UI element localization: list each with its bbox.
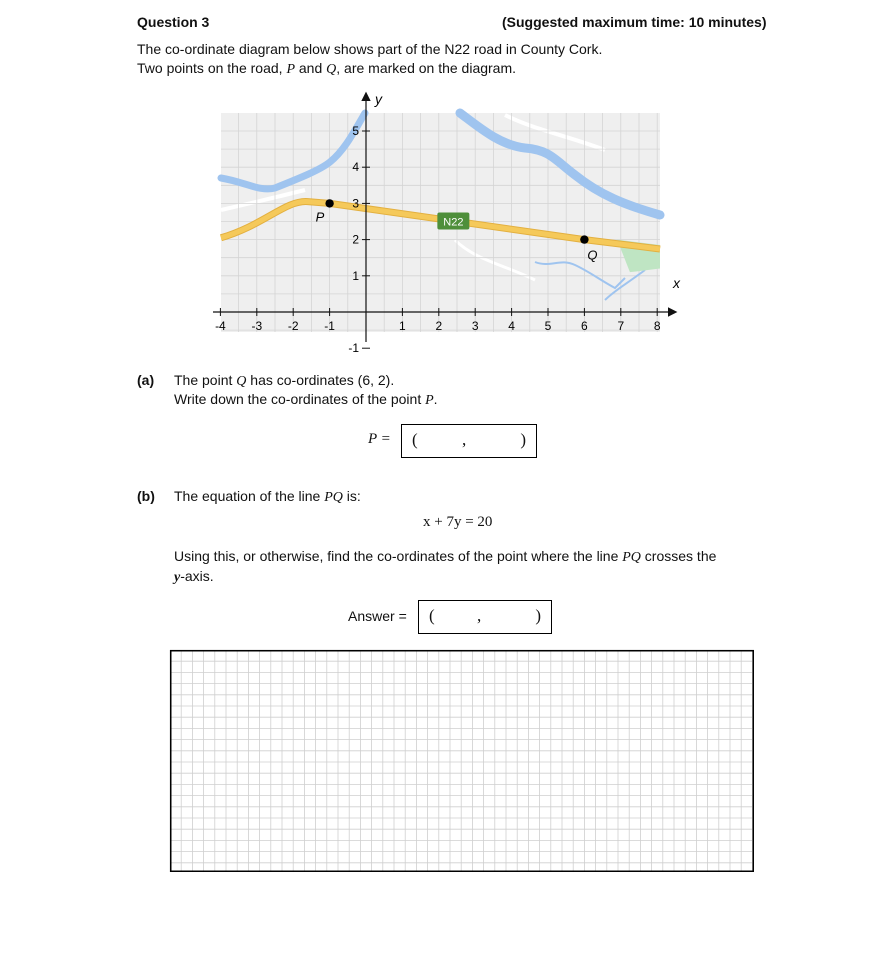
y-tick-label: 2 [352,232,359,247]
comma: , [462,430,467,449]
part-b-line-3 [174,568,214,586]
part-b-text: -axis. [180,568,214,584]
open-bracket: ( [412,430,418,449]
part-a-text: The point [174,372,237,388]
x-tick-label: 4 [508,319,515,333]
y-tick-label: -1 [348,341,359,356]
part-a-answer-box[interactable] [401,424,537,458]
part-b-answer-label: Answer = [348,608,407,624]
open-bracket: ( [429,606,435,625]
x-tick-label: 3 [471,319,479,333]
part-b-line-2 [174,548,716,566]
part-b-line-pq: PQ [622,550,641,565]
part-a-text: . [433,391,438,407]
x-tick-label: -4 [215,319,226,333]
comma: , [477,606,482,625]
part-b-text: Using this, or otherwise, find the co-ordinates of the point where the line [174,548,623,564]
part-b-text: is: [342,488,361,504]
x-tick-label: -1 [324,319,335,333]
part-a-point-p: P [425,393,434,408]
part-b-line-1 [174,488,361,506]
x-tick-label: -3 [251,319,263,333]
x-axis-label: x [673,275,680,291]
part-b-text: The equation of the line [174,488,325,504]
point-p-label: P [315,209,325,225]
intro-text: Two points on the road, [137,60,287,76]
time-note: (Suggested maximum time: 10 minutes) [502,14,767,30]
part-b-y: y [174,570,181,585]
coordinate-diagram [205,90,685,356]
question-title: Question 3 [137,14,210,30]
part-a-answer-label: P = [368,431,391,447]
intro-text: and [295,60,327,76]
working-area-grid[interactable] [170,650,754,872]
point-q-label: Q [587,247,598,263]
part-b-answer-box[interactable] [418,600,552,634]
x-tick-label: 5 [544,319,552,333]
intro-line-2 [137,60,516,78]
part-a-line-2 [174,391,438,409]
part-a-text: has co-ordinates (6, 2). [246,372,395,388]
intro-line-1: The co-ordinate diagram below shows part of the N22 road in County Cork. [137,41,603,57]
x-tick-label: 8 [653,319,661,333]
part-a-label: (a) [137,372,155,388]
x-tick-label: 2 [435,319,443,333]
x-tick-label: 7 [617,319,625,333]
x-tick-label: 6 [581,319,588,333]
part-a-line-1 [174,372,394,390]
intro-point-q: Q [326,62,337,77]
intro-point-p: P [286,62,295,77]
part-b-line-pq: PQ [324,490,343,505]
y-tick-label: 1 [352,268,359,283]
close-bracket: ) [535,606,541,625]
point-p-marker [325,199,333,207]
road-sign-label: N22 [443,216,464,229]
x-tick-label: 1 [399,319,406,333]
y-axis-label: y [375,91,382,107]
part-b-label: (b) [137,488,155,504]
y-tick-label: 5 [352,124,359,138]
part-b-text: crosses the [640,548,717,564]
part-a-point-q: Q [236,374,247,389]
part-a-text: Write down the co-ordinates of the point [174,391,426,407]
y-tick-label: 4 [352,160,359,175]
point-q-marker [580,235,588,243]
intro-text: , are marked on the diagram. [336,60,517,76]
close-bracket: ) [520,430,526,449]
y-tick-label: 3 [352,196,359,211]
part-b-equation: x + 7y = 20 [423,514,493,530]
x-tick-label: -2 [287,319,299,333]
